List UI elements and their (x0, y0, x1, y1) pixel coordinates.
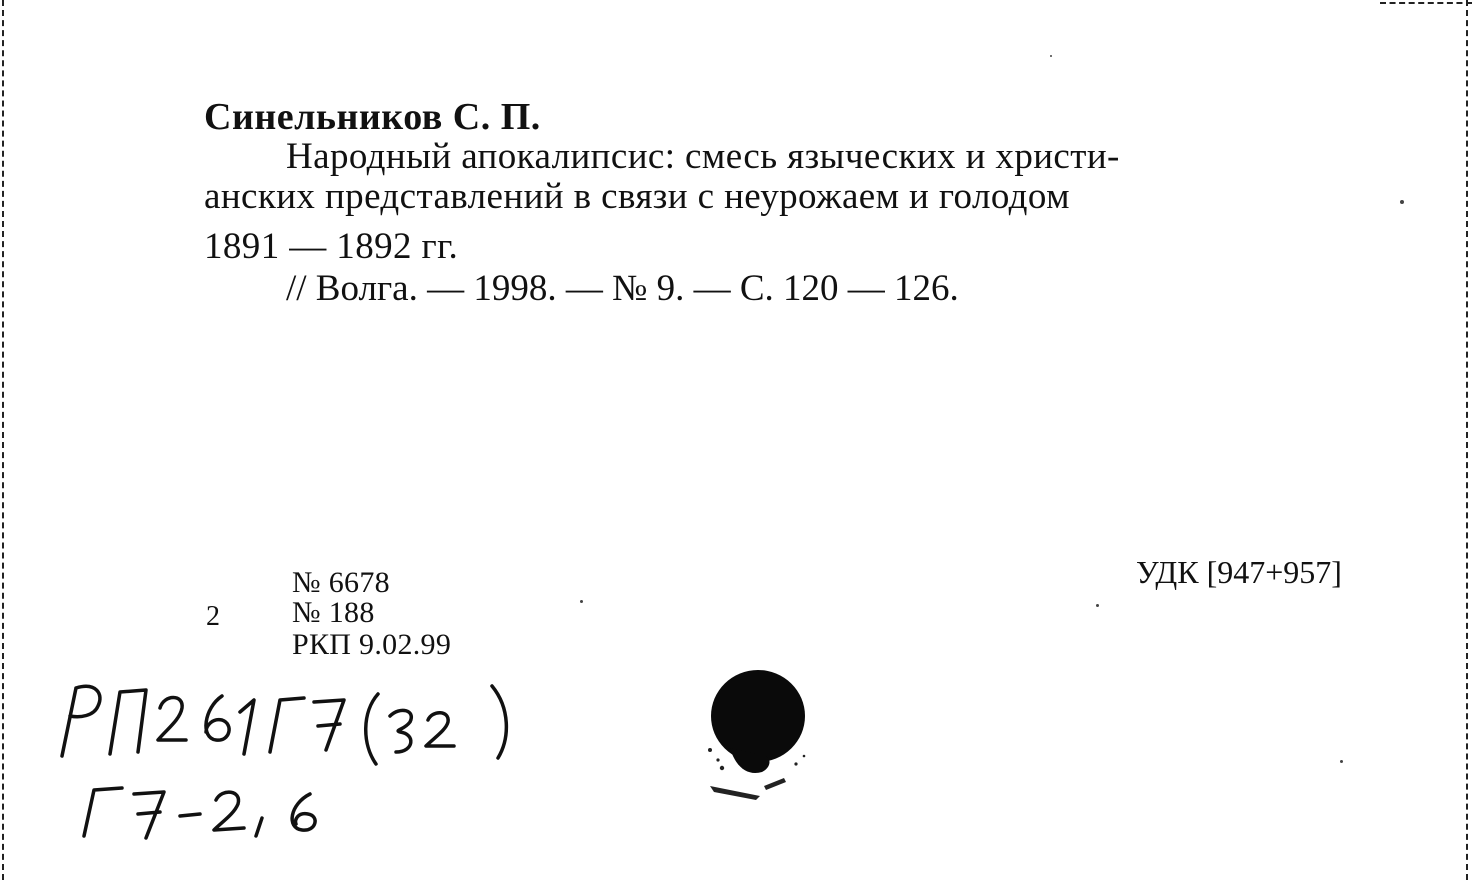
scan-speck (1050, 55, 1052, 57)
rkp-date: РКП 9.02.99 (292, 628, 452, 661)
title-line-2: анских представлений в связи с неурожаем и голодом (204, 176, 1070, 217)
author-name: Синельников С. П. (204, 96, 541, 138)
ink-blot (700, 668, 820, 808)
title-line-3: 1891 — 1892 гг. (204, 226, 459, 267)
card-right-edge (1466, 0, 1468, 880)
scan-speck (580, 600, 583, 603)
scan-speck (1340, 760, 1343, 763)
card-left-edge (2, 0, 4, 880)
record-number-2: № 188 (292, 596, 375, 629)
source-citation: // Волга. — 1998. — № 9. — С. 120 — 126. (286, 268, 959, 309)
scan-speck (1400, 200, 1404, 204)
card-top-edge (1380, 2, 1472, 4)
copies-count: 2 (206, 601, 220, 632)
udk-code: УДК [947+957] (1136, 554, 1342, 590)
handwritten-shelfmark (54, 668, 524, 768)
handwritten-index (72, 778, 342, 858)
record-number-1: № 6678 (292, 566, 390, 599)
title-line-1: Народный апокалипсис: смесь языческих и христи- (286, 136, 1120, 177)
scan-speck (1096, 604, 1099, 607)
